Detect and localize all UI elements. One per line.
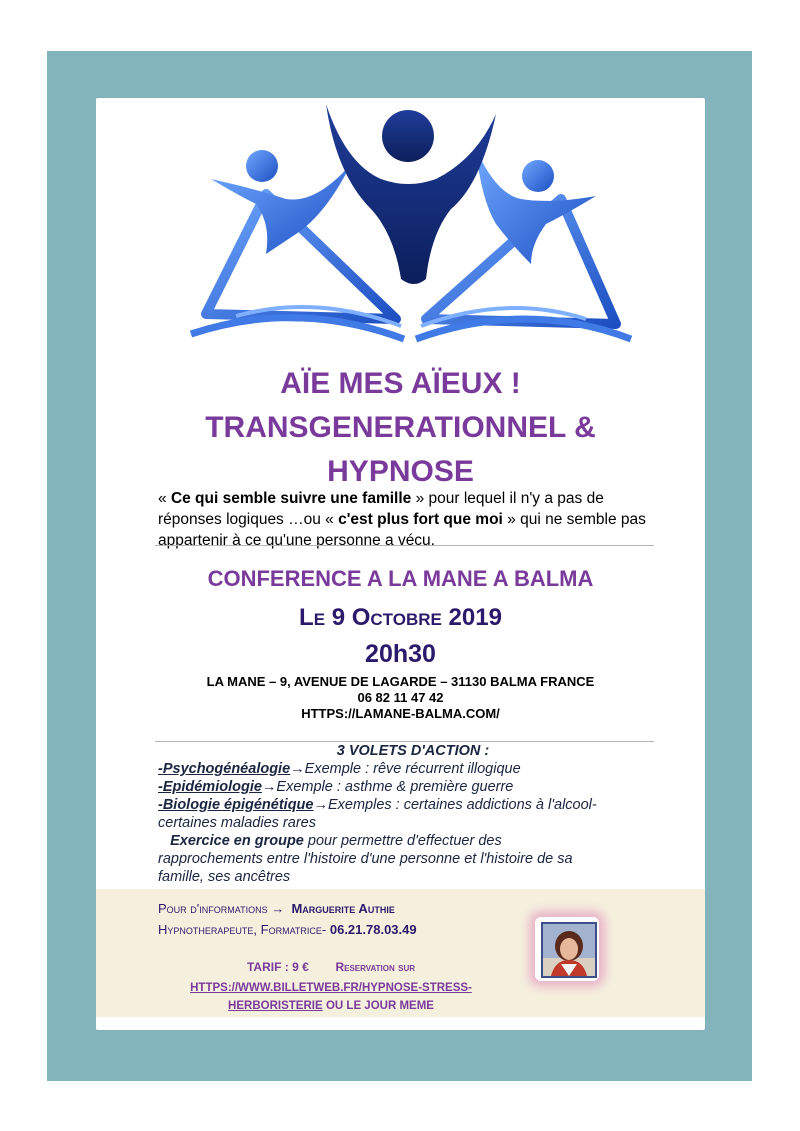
exercise-text-1: pour permettre d'effectuer des bbox=[307, 833, 502, 849]
arrow-right-icon: → bbox=[313, 797, 328, 813]
contact-name: Marguerite Authie bbox=[291, 901, 395, 916]
conference-date: Le 9 Octobre 2019 bbox=[299, 604, 502, 631]
quote-middle: » pour lequel il n'y a pas de réponses logiques …ou « bbox=[158, 490, 604, 528]
volets-section bbox=[158, 742, 668, 886]
volet-item bbox=[158, 778, 668, 796]
volets-heading: 3 VOLETS D'ACTION : bbox=[336, 743, 490, 759]
volet-term: -Biologie épigénétique bbox=[158, 797, 314, 813]
reservation-link-cont[interactable]: HERBORISTERIE bbox=[228, 1000, 323, 1012]
info-label: Pour d'informations bbox=[158, 901, 268, 916]
title-line-1: AÏE MES AÏEUX ! bbox=[280, 367, 521, 400]
reservation-label: Reservation sur bbox=[335, 960, 416, 974]
conference-time: 20h30 bbox=[365, 640, 436, 668]
arrow-right-icon: → bbox=[271, 901, 285, 916]
conference-phone: 06 82 11 47 42 bbox=[357, 690, 444, 705]
logo-book-figures-icon bbox=[176, 104, 646, 354]
info-line bbox=[158, 901, 395, 916]
reservation-link-1 bbox=[96, 980, 566, 994]
divider-top bbox=[155, 545, 654, 546]
volet-text: Exemple : rêve récurrent illogique bbox=[304, 761, 521, 777]
exercise-line-2: rapprochements entre l'histoire d'une personne et l'histoire de sa bbox=[158, 851, 573, 867]
reservation-link-2 bbox=[96, 998, 566, 1012]
quote-open: « bbox=[158, 490, 167, 507]
quote-bold-1: Ce qui semble suivre une famille bbox=[170, 490, 412, 507]
reservation-suffix: OU LE JOUR MEME bbox=[325, 1000, 434, 1012]
conference-website[interactable]: HTTPS://LAMANE-BALMA.COM/ bbox=[301, 706, 500, 721]
volet-term: -Psychogénéalogie bbox=[158, 761, 291, 777]
contact-phone: 06.21.78.03.49 bbox=[329, 922, 417, 937]
quote-bold-2: c'est plus fort que moi bbox=[338, 511, 503, 528]
arrow-right-icon: → bbox=[261, 779, 277, 795]
exercise-line-1 bbox=[158, 832, 668, 850]
conference-title: CONFERENCE A LA MANE A BALMA bbox=[207, 566, 594, 591]
volet-continuation: certaines maladies rares bbox=[158, 815, 316, 831]
conference-address: LA MANE – 9, AVENUE DE LAGARDE – 31130 BALMA FRANCE bbox=[206, 674, 595, 689]
volet-text: Exemple : asthme & première guerre bbox=[276, 779, 514, 795]
arrow-right-icon: → bbox=[290, 761, 305, 777]
volet-term: -Epidémiologie bbox=[158, 779, 262, 795]
portrait-icon bbox=[543, 924, 595, 976]
exercise-bold: Exercice en groupe bbox=[170, 833, 304, 849]
tarif-line bbox=[96, 960, 566, 974]
title-line-3: HYPNOSE bbox=[327, 455, 474, 488]
role-line bbox=[158, 922, 417, 937]
exercise-line-3: famille, ses ancêtres bbox=[158, 869, 291, 885]
contact-role: Hypnotherapeute, Formatrice- bbox=[158, 922, 327, 937]
title-line-2: TRANSGENERATIONNEL & bbox=[205, 411, 596, 444]
volet-item bbox=[158, 760, 668, 778]
tarif-price: TARIF : 9 € bbox=[246, 960, 309, 974]
reservation-link[interactable]: HTTPS://WWW.BILLETWEB.FR/HYPNOSE-STRESS- bbox=[190, 982, 472, 994]
volet-item bbox=[158, 796, 668, 814]
volet-text: Exemples : certaines addictions à l'alcool- bbox=[327, 797, 597, 813]
avatar bbox=[541, 922, 597, 978]
intro-quote bbox=[158, 488, 658, 551]
quote-end: » qui ne semble pas appartenir à ce qu'une personne a vécu. bbox=[158, 511, 646, 549]
